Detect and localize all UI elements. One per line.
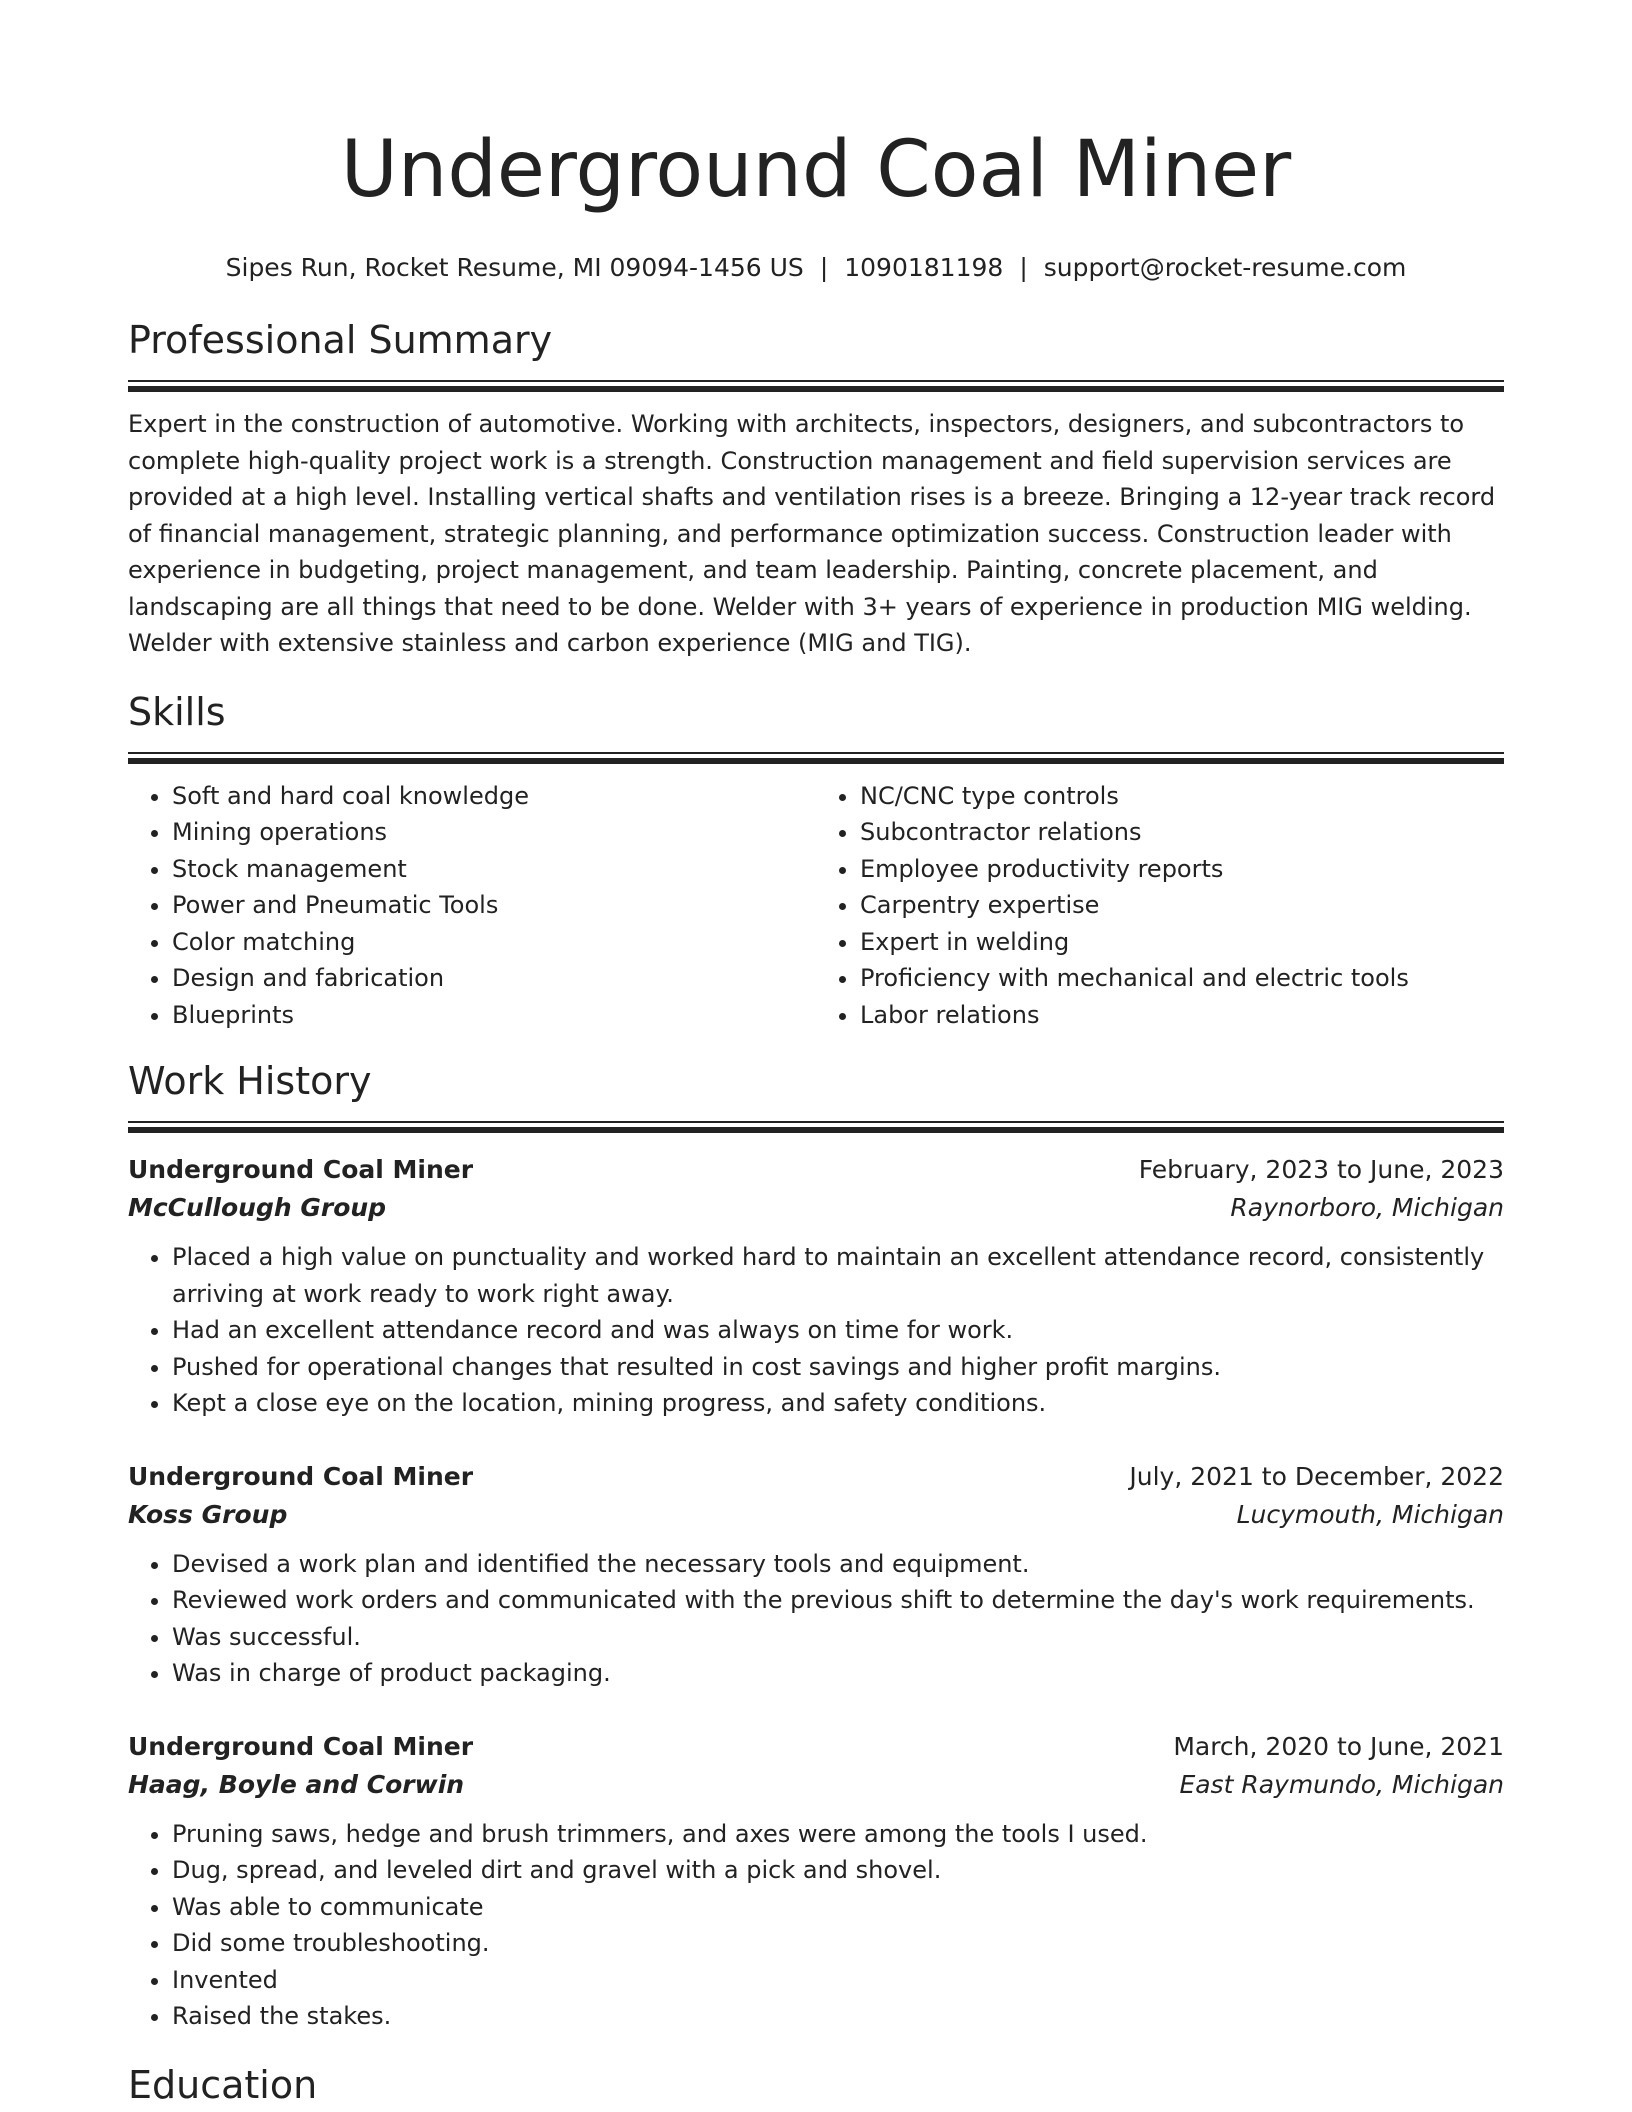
skill-item: • Soft and hard coal knowledge <box>172 778 816 815</box>
job-bullet: • Was able to communicate <box>172 1889 1504 1926</box>
job-bullet: • Invented <box>172 1962 1504 1999</box>
job-company-row <box>128 1766 1504 1804</box>
job-company: Haag, Boyle and Corwin <box>128 1769 465 1799</box>
job-bullets <box>128 1239 1504 1422</box>
skills-list-left <box>128 778 816 1034</box>
job-bullet: • Was in charge of product packaging. <box>172 1655 1504 1692</box>
professional-summary-section <box>128 314 1504 662</box>
contact-line <box>128 250 1504 286</box>
job-bullet: • Placed a high value on punctuality and worked hard to maintain an excellent attendance record, consistently arriving at work ready to work right away. <box>172 1239 1504 1312</box>
job-bullet: • Pushed for operational changes that resulted in cost savings and higher profit margins. <box>172 1349 1504 1386</box>
section-title: Education <box>128 2062 318 2107</box>
work-history-section <box>128 1055 1504 2035</box>
job-bullet: • Raised the stakes. <box>172 1998 1504 2035</box>
job-title: Underground Coal Miner <box>128 1731 474 1761</box>
section-title: Work History <box>128 1059 372 1103</box>
job-header-row <box>128 1728 1504 1766</box>
section-divider <box>128 380 1504 392</box>
resume-page <box>128 0 1504 2111</box>
job-bullet: • Reviewed work orders and communicated with the previous shift to determine the day's work requirements. <box>172 1582 1504 1619</box>
job-bullets <box>128 1816 1504 2035</box>
job-company: McCullough Group <box>128 1193 387 1222</box>
contact-phone: 1090181198 <box>844 253 1004 282</box>
skill-item: • Stock management <box>172 851 816 888</box>
skill-item: • NC/CNC type controls <box>860 778 1504 815</box>
job-header-row <box>128 1151 1504 1189</box>
job-entry <box>128 1151 1504 1422</box>
job-dates: March, 2020 to June, 2021 <box>1173 1731 1504 1761</box>
skill-item: • Design and fabrication <box>172 960 816 997</box>
skills-section <box>128 686 1504 1034</box>
job-dates: July, 2021 to December, 2022 <box>1129 1461 1504 1491</box>
skill-item: • Labor relations <box>860 997 1504 1034</box>
summary-text: Expert in the construction of automotive. Working with architects, inspectors, designers, and subcontractors to complete high-quality project work is a strength. Construction management and field supervision services are provided at a high level. Installing vertical shafts and ventilation rises is a breeze. Bringing a 12-year track record of financial management, strategic planning, and performance optimization success. Construction leader with experience in budgeting, project management, and team leadership. Painting, concrete placement, and landscaping are all things that need to be done. Welder with 3+ years of experience in production MIG welding. Welder with extensive stainless and carbon experience (MIG and TIG). <box>128 410 1496 657</box>
job-bullet: • Had an excellent attendance record and was always on time for work. <box>172 1312 1504 1349</box>
job-title: Underground Coal Miner <box>128 1155 474 1184</box>
skill-item: • Proficiency with mechanical and electric tools <box>860 960 1504 997</box>
skill-item: • Employee productivity reports <box>860 851 1504 888</box>
contact-separator: | <box>819 253 829 282</box>
job-bullet: • Was successful. <box>172 1619 1504 1656</box>
job-header-row <box>128 1458 1504 1496</box>
skills-grid <box>128 778 1504 1034</box>
skill-item: • Power and Pneumatic Tools <box>172 887 816 924</box>
section-divider <box>128 752 1504 764</box>
job-entry <box>128 1458 1504 1692</box>
job-bullet: • Devised a work plan and identified the necessary tools and equipment. <box>172 1546 1504 1583</box>
skill-item: • Expert in welding <box>860 924 1504 961</box>
skill-item: • Color matching <box>172 924 816 961</box>
job-bullet: • Dug, spread, and leveled dirt and gravel with a pick and shovel. <box>172 1852 1504 1889</box>
skill-item: • Blueprints <box>172 997 816 1034</box>
job-company-row <box>128 1189 1504 1227</box>
job-title: Underground Coal Miner <box>128 1461 474 1491</box>
section-title: Professional Summary <box>128 318 553 362</box>
job-company-row <box>128 1496 1504 1534</box>
skill-item: • Mining operations <box>172 814 816 851</box>
job-bullets <box>128 1546 1504 1692</box>
job-bullet: • Kept a close eye on the location, mining progress, and safety conditions. <box>172 1385 1504 1422</box>
contact-address: Sipes Run, Rocket Resume, MI 09094-1456 US <box>225 253 804 282</box>
job-location: Raynorboro, Michigan <box>1230 1193 1504 1222</box>
education-section <box>128 2059 1504 2111</box>
contact-email[interactable]: support@rocket-resume.com <box>1043 253 1407 282</box>
job-location: Lucymouth, Michigan <box>1236 1499 1504 1529</box>
section-title: Skills <box>128 689 226 734</box>
job-location: East Raymundo, Michigan <box>1179 1769 1504 1799</box>
skill-item: • Subcontractor relations <box>860 814 1504 851</box>
job-bullet: • Did some troubleshooting. <box>172 1925 1504 1962</box>
section-divider <box>128 1121 1504 1133</box>
job-company: Koss Group <box>128 1499 288 1529</box>
job-dates: February, 2023 to June, 2023 <box>1138 1155 1504 1184</box>
skills-list-right <box>816 778 1504 1034</box>
candidate-name: Underground Coal Miner <box>340 125 1292 215</box>
job-entry <box>128 1728 1504 2035</box>
contact-separator: | <box>1019 253 1028 282</box>
skill-item: • Carpentry expertise <box>860 887 1504 924</box>
job-bullet: • Pruning saws, hedge and brush trimmers, and axes were among the tools I used. <box>172 1816 1504 1853</box>
